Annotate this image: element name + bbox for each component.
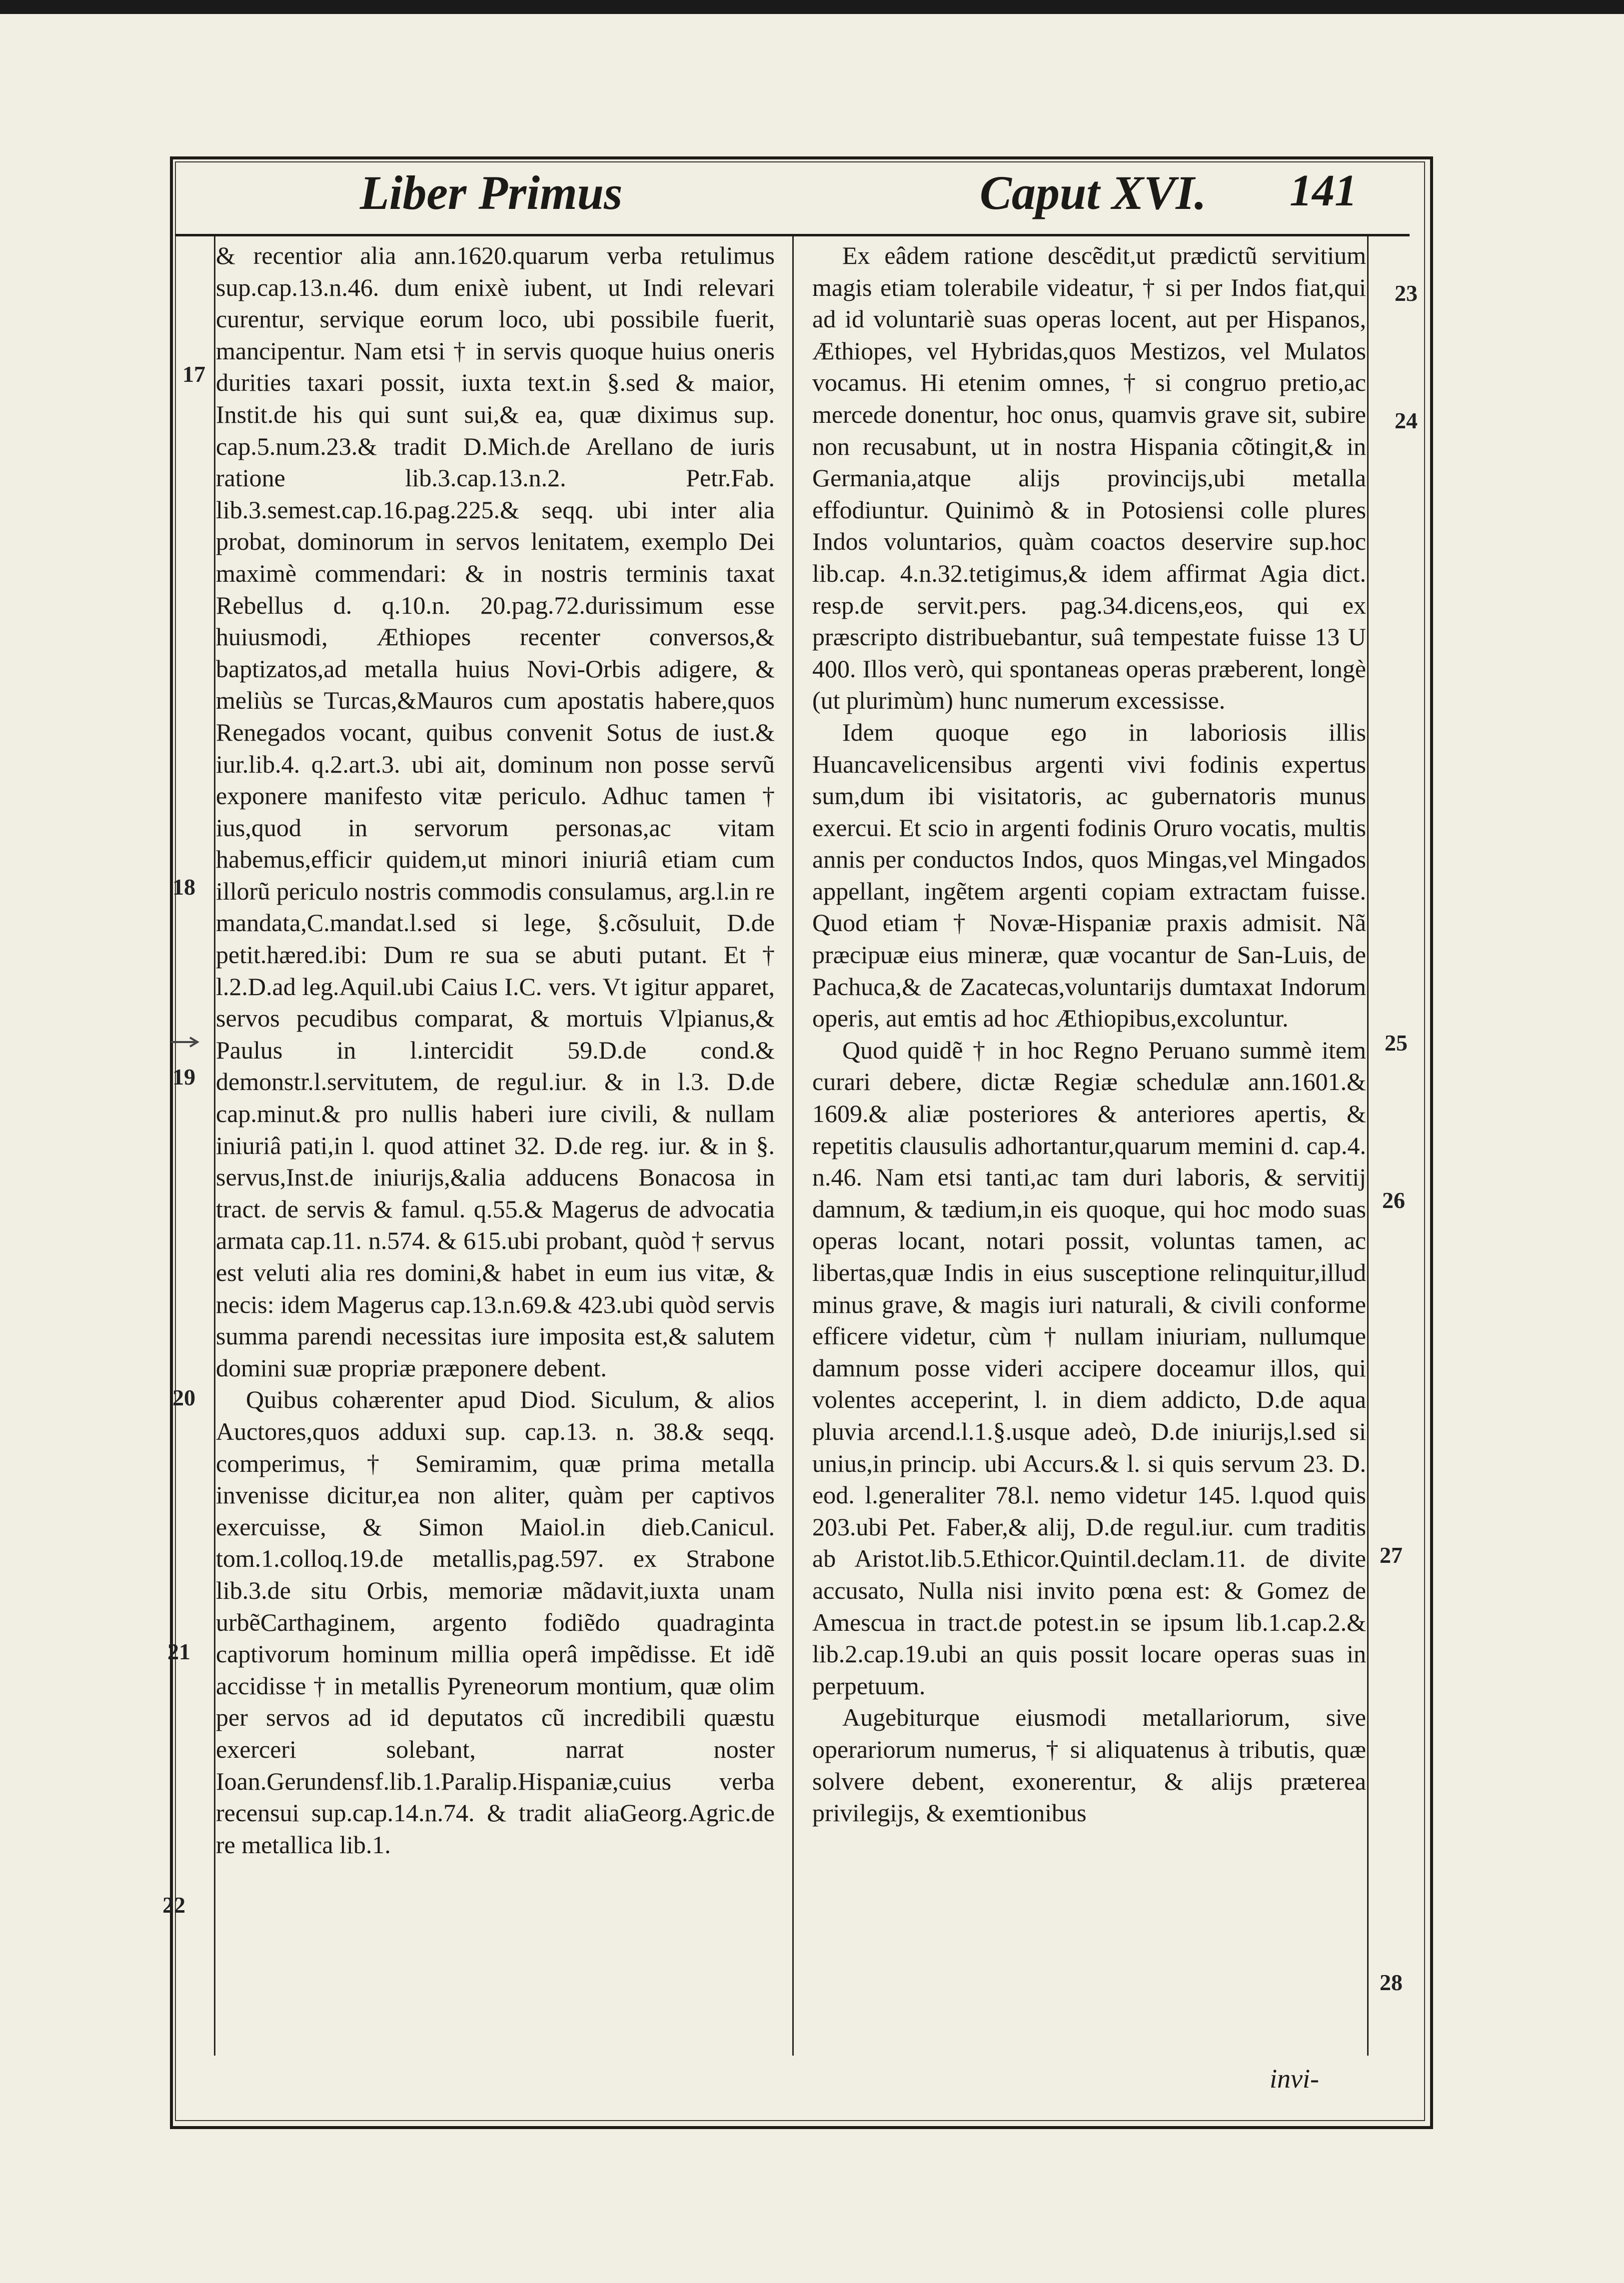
margin-number-18: 18 — [172, 874, 195, 900]
margin-number-24: 24 — [1395, 408, 1418, 433]
page-number: 141 — [1290, 166, 1357, 215]
column-rule-middle — [792, 236, 794, 2056]
margin-number-21: 21 — [167, 1639, 190, 1664]
column-rule-right — [1367, 236, 1369, 2056]
right-paragraph-4: Augebiturque eiusmodi metallariorum, sive operariorum numerus, † si aliquatenus à tributis, quæ solvere debent, exonerentur, & alijs præterea privilegijs, & exemtionibus — [812, 1703, 1366, 1827]
text-column-left — [216, 240, 775, 2059]
right-paragraph-2: Idem quoque ego in laboriosis illis Huancavelicensibus argenti vivi fodinis expertus sum,dum ibi visitatoris, ac gubernatoris munus exercui. Et scio in argenti fodinis Oruro vocatis, multis annis per conductos Indos, quos Mingas,vel Mingados appellant, ingẽtem argenti copiam extractam fuisse. Quod etiam † Novæ-Hispaniæ praxis admisit. Nã præcipuæ eius mineræ, quæ vocantur de San-Luis, de Pachuca,& de Zacatecas,voluntarijs dumtaxat Indorum operis, aut emtis ad hoc Æthiopibus,excoluntur. — [812, 718, 1366, 1033]
manicule-icon — [170, 1035, 205, 1050]
margin-number-23: 23 — [1395, 280, 1418, 306]
left-paragraph-1: & recentior alia ann.1620.quarum verba retulimus sup.cap.13.n.46. dum enixè iubent, ut Indi relevari curentur, servique eorum loco, ubi possibile fuerit, mancipentur. Nam etsi † in servis quoque huius oneris durities taxari possit, iuxta text.in §.sed & maior, Instit.de his qui sunt sui,& ea, quæ diximus sup. cap.5.num.23.& tradit D.Mich.de Arellano de iuris ratione lib.3.cap.13.n.2. Petr.Fab. lib.3.semest.cap.16.pag.225.& seqq. ubi inter alia probat, dominorum in servos lenitatem, exemplo Dei maximè commendari: & in nostris terminis taxat Rebellus d. q.10.n. 20.pag.72.durissimum esse huiusmodi, Æthiopes recenter conversos,& baptizatos,ad metalla huius Novi-Orbis adigere, & meliùs se Turcas,&Mauros cum apostatis habere,quos Renegados vocant, quibus convenit Sotus de iust.& iur.lib.4. q.2.art.3. ubi ait, dominum non posse servũ exponere manifesto vitæ periculo. Adhuc tamen † ius,quod in servorum personas,ac vitam habemus,efficir quidem,ut minori iniuriâ etiam cum illorũ periculo nostris commodis consulamus, arg.l.in re mandata,C.mandat.l.sed si lege, §.cõsuluit, D.de petit.hæred.ibi: Dum re sua se abuti putant. Et † l.2.D.ad leg.Aquil.ubi Caius I.C. vers. Vt igitur apparet, servos pecudibus comparat, & mortuis Vlpianus,& Paulus in l.intercidit 59.D.de cond.& demonstr.l.servitutem, de regul.iur. & in l.3. D.de cap.minut.& pro nullis haberi iure civili, & nullam iniuriâ pati,in l. quod attinet 32. D.de reg. iur. & in §. servus,Inst.de iniurijs,&alia adducens Bonacosa in tract. de servis & famul. q.55.& Magerus de advocatia armata cap.11. n.574. & 615.ubi probant, quòd † servus est veluti alia res domini,& habet in eum ius vitæ, & necis: idem Magerus cap.13.n.69.& 423.ubi quòd servis summa parendi necessitas iure imposita est,& salutem domini suæ propriæ præponere debent. — [216, 241, 775, 1382]
margin-number-20: 20 — [172, 1385, 195, 1410]
left-paragraph-2: Quibus cohærenter apud Diod. Siculum, & alios Auctores,quos adduxi sup. cap.13. n. 38.& seqq. comperimus, † Semiramim, quæ prima metalla invenisse dicitur,ea non aliter, quàm per captivos exercuisse, & Simon Maiol.in dieb.Canicul. tom.1.colloq.19.de metallis,pag.597. ex Strabone lib.3.de situ Orbis, memoriæ mãdavit,iuxta unam urbẽCarthaginem, argento fodiẽdo quadraginta captivorum hominum millia operâ impẽdisse. Et idẽ accidisse † in metallis Pyreneorum montium, quæ olim per servos ad id deputatos cũ incredibili quæstu exerceri solebant, narrat noster Ioan.Gerundensf.lib.1.Paralip.Hispaniæ,cuius verba recensui sup.cap.14.n.74. & tradit aliaGeorg.Agric.de re metallica lib.1. — [216, 1385, 775, 1859]
margin-number-19: 19 — [172, 1064, 195, 1090]
margin-number-22: 22 — [162, 1892, 185, 1918]
right-paragraph-3: Quod quidẽ † in hoc Regno Peruano summè item curari debere, dictæ Regiæ schedulæ ann.1601.& 1609.& aliæ posteriores & anteriores apertis, & repetitis clausulis adhortantur,quarum memini d. cap.4. n.46. Nam etsi tanti,ac tam duri laboris, & servitij damnum, & tædium,in eis quoque, qui hoc modo suas operas locant, notari possit, voluntas tamen, ac libertas,quæ Indis in eius susceptione relinquitur,illud minus grave, & magis iuri naturali, & civili conforme efficere videtur, cùm † nullam iniuriam, nullumque damnum posse videri accipere doceamur illos, qui volentes acceperint, l. in diem addicto, D.de aqua pluvia arcend.l.1.§.usque adeò, D.de iniurijs,l.sed si unius,in princip. ubi Accurs.& l. si quis servum 23. D. eod. l.generaliter 78.l. nemo videtur 145. l.quod quis 203.ubi Pet. Faber,& alij, D.de regul.iur. cum traditis ab Aristot.lib.5.Ethicor.Quintil.declam.11. de divite accusato, Nulla nisi invito pœna est: & Gomez de Amescua in tract.de potest.in se ipsum lib.1.cap.2.& lib.2.cap.19.ubi an quis possit locare operas suas in perpetuum. — [812, 1036, 1366, 1700]
catchword: invi- — [1270, 2064, 1319, 2094]
margin-number-27: 27 — [1380, 1542, 1403, 1568]
scan-top-edge — [0, 0, 1624, 14]
margin-number-26: 26 — [1382, 1187, 1405, 1213]
text-column-right — [812, 240, 1366, 2059]
column-rule-left — [214, 236, 215, 2056]
running-head-left: Liber Primus — [360, 166, 623, 219]
margin-number-28: 28 — [1380, 1970, 1403, 1995]
running-head-right: Caput XVI. — [980, 166, 1207, 219]
margin-number-17: 17 — [182, 361, 205, 387]
right-paragraph-1: Ex eâdem ratione descẽdit,ut prædictũ servitium magis etiam tolerabile videatur, † si per Indos fiat,qui ad id voluntariè suas operas locent, aut per Hispanos, Æthiopes, vel Hybridas,quos Mestizos, vel Mulatos vocamus. Hi etenim omnes, † si congruo pretio,ac mercede donentur, hoc onus, quamvis grave sit, subire non recusabunt, ut in nostra Hispania cõtingit,& in Germania,atque alijs provincijs,ubi metalla effodiuntur. Quinimò & in Potosiensi colle plures Indos voluntarios, quàm coactos deservire sup.hoc lib.cap. 4.n.32.tetigimus,& idem affirmat Agia dict. resp.de servit.pers. pag.34.dicens,eos, qui ex præscripto distribuebantur, suâ tempestate fuisse 13 U 400. Illos verò, qui spontaneas operas præberent, longè (ut plurimùm) hunc numerum excessisse. — [812, 241, 1366, 715]
margin-number-25: 25 — [1385, 1030, 1408, 1056]
